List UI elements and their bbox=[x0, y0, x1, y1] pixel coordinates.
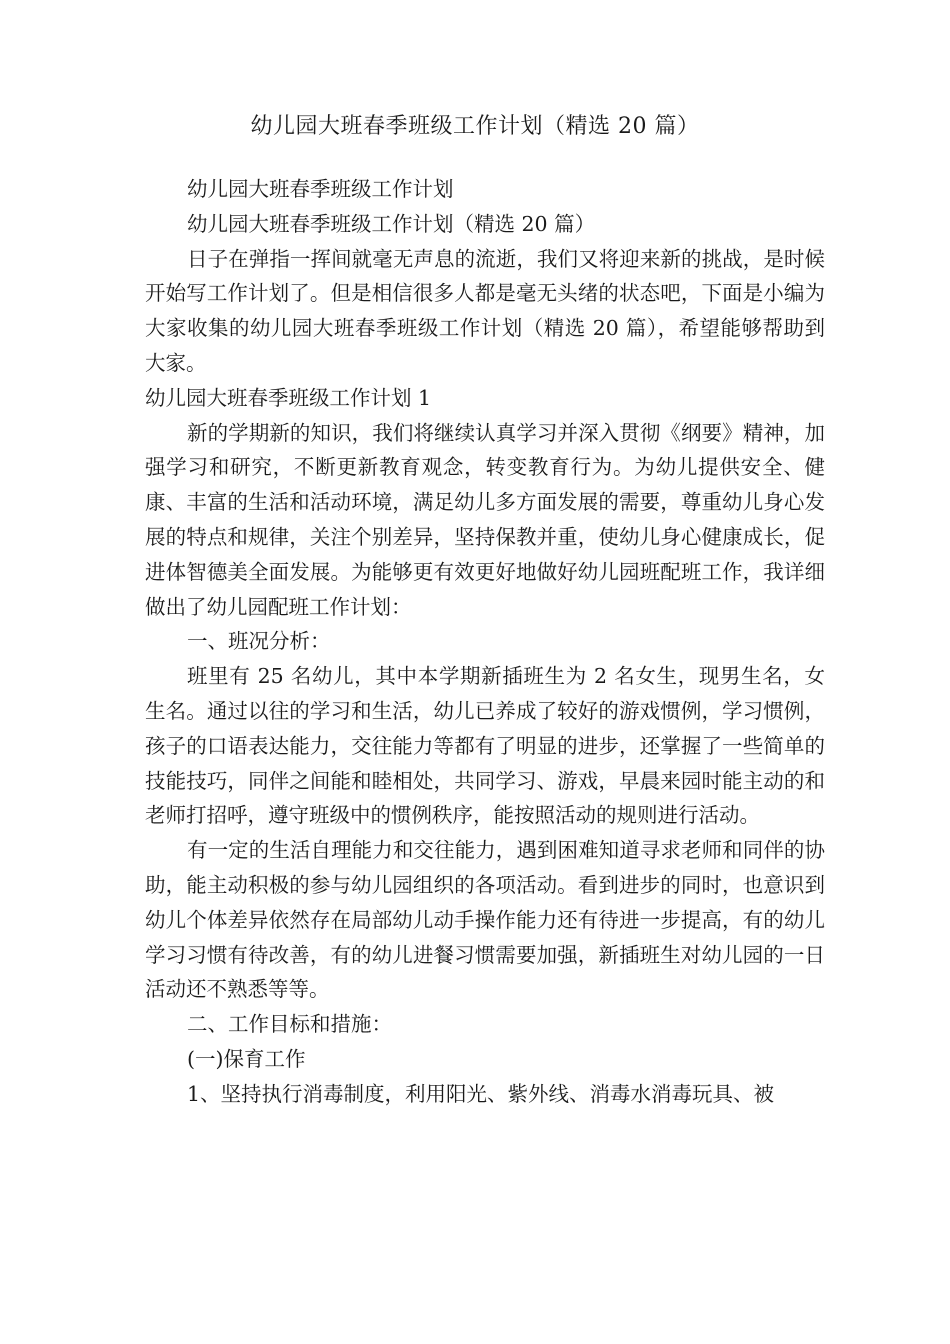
document-title: 幼儿园大班春季班级工作计划（精选 20 篇） bbox=[250, 114, 700, 139]
list-item-1: 1、坚持执行消毒制度，利用阳光、紫外线、消毒水消毒玩具、被 bbox=[187, 1081, 775, 1106]
heading-care-work: (一)保育工作 bbox=[187, 1046, 306, 1071]
document-body bbox=[145, 172, 825, 1112]
paragraph-plan-1-intro: 新的学期新的知识，我们将继续认真学习并深入贯彻《纲要》精神，加强学习和研究，不断更新教育观念，转变教育行为。为幼儿提供安全、健康、丰富的生活和活动环境，满足幼儿多方面发展的需要，尊重幼儿身心发展的特点和规律，关注个别差异，坚持保教并重，使幼儿身心健康成长，促进体智德美全面发展。为能够更有效更好地做好幼儿园班配班工作，我详细做出了幼儿园配班工作计划： bbox=[145, 420, 825, 619]
heading-class-analysis: 一、班况分析： bbox=[187, 629, 331, 654]
paragraph-intro: 日子在弹指一挥间就毫无声息的流逝，我们又将迎来新的挑战，是时候开始写工作计划了。但是相信很多人都是毫无头绪的状态吧，下面是小编为大家收集的幼儿园大班春季班级工作计划（精选 20 篇），希望能够帮助到大家。 bbox=[145, 246, 825, 375]
paragraph-1: 幼儿园大班春季班级工作计划 bbox=[187, 177, 454, 201]
paragraph-2: 幼儿园大班春季班级工作计划（精选 20 篇） bbox=[187, 211, 596, 236]
section-heading-plan-1: 幼儿园大班春季班级工作计划 1 bbox=[145, 385, 432, 410]
heading-goals-measures: 二、工作目标和措施： bbox=[187, 1012, 392, 1037]
paragraph-abilities: 有一定的生活自理能力和交往能力，遇到困难知道寻求老师和同伴的协助，能主动积极的参与幼儿园组织的各项活动。看到进步的同时，也意识到幼儿个体差异依然存在局部幼儿动手操作能力还有待进一步提高，有的幼儿学习习惯有待改善，有的幼儿进餐习惯需要加强，新插班生对幼儿园的一日活动还不熟悉等等。 bbox=[145, 838, 825, 1002]
paragraph-class-analysis: 班里有 25 名幼儿，其中本学期新插班生为 2 名女生，现男生名，女生名。通过以往的学习和生活，幼儿已养成了较好的游戏惯例，学习惯例，孩子的口语表达能力，交往能力等都有了明显的进步，还掌握了一些简单的技能技巧，同伴之间能和睦相处，共同学习、游戏，早晨来园时能主动的和老师打招呼，遵守班级中的惯例秩序，能按照活动的规则进行活动。 bbox=[145, 664, 825, 828]
